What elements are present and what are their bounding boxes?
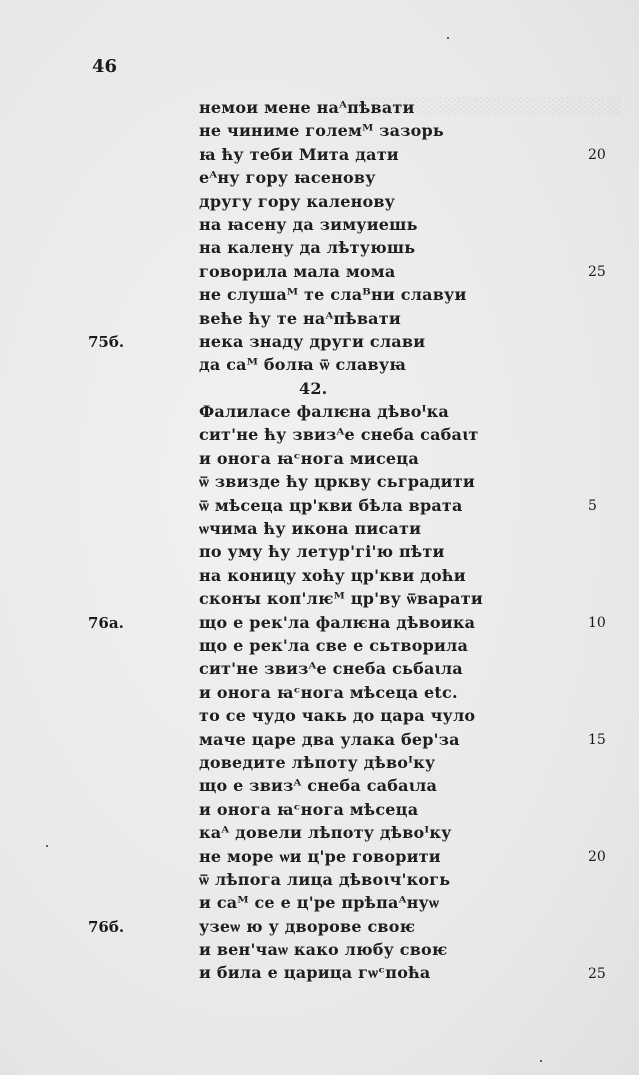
poem-number-heading: 42. (299, 378, 328, 398)
poem-line: ѡчима ћу икона писати (199, 519, 422, 539)
folio-note: 76б. (88, 918, 125, 936)
poem-line: сит'не ћу звизᴬе снеба сабаꙇт (199, 425, 479, 445)
line-number: 25 (588, 965, 606, 982)
poem-line: и онога ꙗᶜнога мѣсеца etc. (199, 682, 458, 702)
line-number: 25 (588, 263, 606, 280)
poem-line: що е рек'ла све е сьтворила (199, 635, 469, 655)
line-number: 5 (588, 497, 597, 514)
poem-line: не море ѡи ц'ре говорити (199, 846, 441, 866)
poem-line: еᴬну гору ꙗсенову (199, 168, 376, 188)
folio-note: 76а. (88, 613, 124, 632)
paper-speck (46, 845, 48, 847)
poem-line: що е звизᴬ снеба сабаꙇла (199, 776, 438, 796)
poem-line: на коницу хоћу цр'кви доћи (199, 565, 466, 585)
line-number: 20 (588, 146, 606, 163)
folio-note: 75б. (88, 333, 125, 351)
poem-line: и саᴹ се е ц'ре прѣпаᴬнуѡ (199, 893, 440, 913)
poem-line: каᴬ довели лѣпоту дѣвоᴵку (199, 823, 452, 843)
poem-line: то се чудо чакь до цара чуло (199, 706, 476, 726)
poem-line: ѿ лѣпога лица дѣвоꙇч'когь (199, 869, 451, 889)
line-number: 15 (588, 731, 606, 748)
poem-line: и онога ꙗᶜнога мѣсеца (199, 799, 419, 819)
poem-line: веће ћу те наᴬпѣвати (199, 308, 401, 328)
poem-line: другу гору каленову (199, 191, 396, 211)
bleed-through-text: ░░░░░░░░░░░░░░░░░░░░░░░░ (343, 97, 620, 115)
poem-line: и вен'чаѡ како любу своѥ (199, 940, 448, 960)
poem-line: на ꙗсену да зимуиешь (199, 214, 418, 234)
poem-line: и онога ꙗᶜнога мисеца (199, 448, 419, 468)
poem-line: нека знаду други слави (199, 331, 426, 351)
poem-line: ѿ мѣсеца цр'кви бѣла врата (199, 495, 463, 515)
poem-line: ꙗ ћу теби Мита дати (199, 144, 399, 164)
line-number: 20 (588, 848, 606, 865)
paper-speck (447, 37, 449, 39)
poem-line: узеѡ ю у дворове своѥ (199, 916, 416, 936)
poem-line: немои мене наᴬпѣвати (199, 98, 415, 117)
poem-line: сконꙑ коп'лѥᴹ цр'ву ѿварати (199, 589, 483, 609)
poem-line: да саᴹ болꙗ ѿ славуꙗ (199, 355, 407, 375)
paper-speck (540, 1060, 542, 1062)
line-number: 10 (588, 614, 606, 631)
poem-line: и била е царица гѡᶜпоћа (199, 963, 431, 983)
poem-line: доведите лѣпоту дѣвоᴵку (199, 752, 436, 772)
poem-line: говорила мала мома (199, 261, 396, 281)
poem-line: що е рек'ла фалѥна дѣвоика (199, 612, 476, 632)
poem-line: по уму ћу летур'гі'ю пѣти (199, 542, 445, 562)
page-number: 46 (92, 56, 118, 77)
poem-line: не чиниме големᴹ зазорь (199, 121, 444, 141)
poem-line: не слушаᴹ те слаᴮни славуи (199, 285, 467, 305)
poem-line: Фалиласе фалѥна дѣвоᴵка (199, 402, 449, 422)
poem-line: на калену да лѣтуюшь (199, 238, 416, 258)
poem-line: маче царе два улака бер'за (199, 729, 460, 749)
poem-text (199, 96, 483, 985)
poem-line: ѿ звизде ћу цркву сьградити (199, 472, 475, 492)
poem-line: сит'не звизᴬе снеба сьбаꙇла (199, 659, 463, 679)
